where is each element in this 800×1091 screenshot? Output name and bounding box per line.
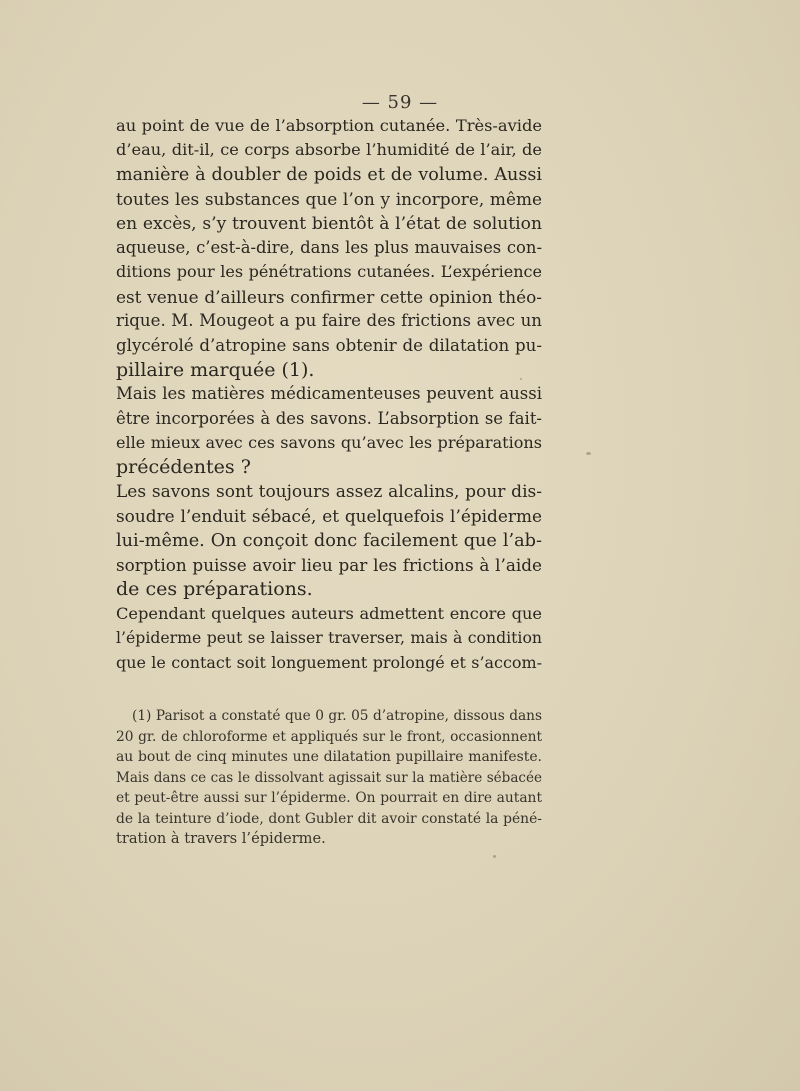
text-line: est venue d’ailleurs confirmer cette opinion théo-: [116, 286, 542, 307]
text-line: être incorporées à des savons. L’absorption se fait-: [116, 408, 542, 428]
paper-speck: [520, 378, 522, 380]
footnote-line: Mais dans ce cas le dissolvant agissait sur la matière sébacée: [116, 769, 542, 786]
text-line: de ces préparations.: [116, 578, 313, 601]
text-line: glycérolé d’atropine sans obtenir de dilatation pu-: [116, 335, 542, 355]
text-line: Les savons sont toujours assez alcalins, pour dis-: [116, 481, 542, 502]
text-line: ditions pour les pénétrations cutanées. L’expérience: [116, 262, 542, 282]
paper-speck: [586, 452, 591, 455]
text-line: rique. M. Mougeot a pu faire des frictions avec un: [116, 311, 542, 331]
page-number: — 59 —: [361, 92, 439, 113]
text-line: aqueuse, c’est-à-dire, dans les plus mauvaises con-: [116, 237, 542, 257]
text-line: toutes les substances que l’on y incorpore, même: [116, 189, 542, 210]
text-line: sorption puisse avoir lieu par les frictions à l’aide: [116, 555, 542, 576]
text-line: que le contact soit longuement prolongé et s’accom-: [116, 652, 542, 672]
text-line: Cependant quelques auteurs admettent encore que: [116, 603, 542, 623]
text-line: lui-même. On conçoit donc facilement que l’ab-: [116, 530, 542, 551]
footnote-line: au bout de cinq minutes une dilatation pupillaire manifeste.: [116, 749, 542, 765]
text-line: au point de vue de l’absorption cutanée. Très-avide: [116, 116, 542, 135]
footnote-line: de la teinture d’iode, dont Gubler dit avoir constaté la péné-: [116, 810, 542, 827]
text-line: en excès, s’y trouvent bientôt à l’état de solution: [116, 213, 542, 234]
text-line: elle mieux avec ces savons qu’avec les préparations: [116, 433, 542, 453]
text-line: précédentes ?: [116, 456, 251, 479]
footnote-line: tration à travers l’épiderme.: [116, 830, 326, 847]
text-line: Mais les matières médicamenteuses peuvent aussi: [116, 384, 542, 404]
footnote-line: (1) Parisot a constaté que 0 gr. 05 d’atropine, dissous dans: [132, 708, 542, 724]
body-text: [116, 114, 542, 675]
text-line: l’épiderme peut se laisser traverser, mais à condition: [116, 628, 542, 648]
text-line: d’eau, dit-il, ce corps absorbe l’humidité de l’air, de: [116, 140, 542, 160]
footnote: [116, 706, 542, 850]
footnote-line: 20 gr. de chloroforme et appliqués sur le front, occasionnent: [116, 728, 542, 745]
text-line: manière à doubler de poids et de volume. Aussi: [116, 164, 542, 185]
paper-speck: [493, 855, 496, 858]
text-line: soudre l’enduit sébacé, et quelquefois l’épiderme: [116, 506, 542, 527]
text-line: pillaire marquée (1).: [116, 358, 315, 381]
footnote-line: et peut-être aussi sur l’épiderme. On pourrait en dire autant: [116, 790, 542, 806]
